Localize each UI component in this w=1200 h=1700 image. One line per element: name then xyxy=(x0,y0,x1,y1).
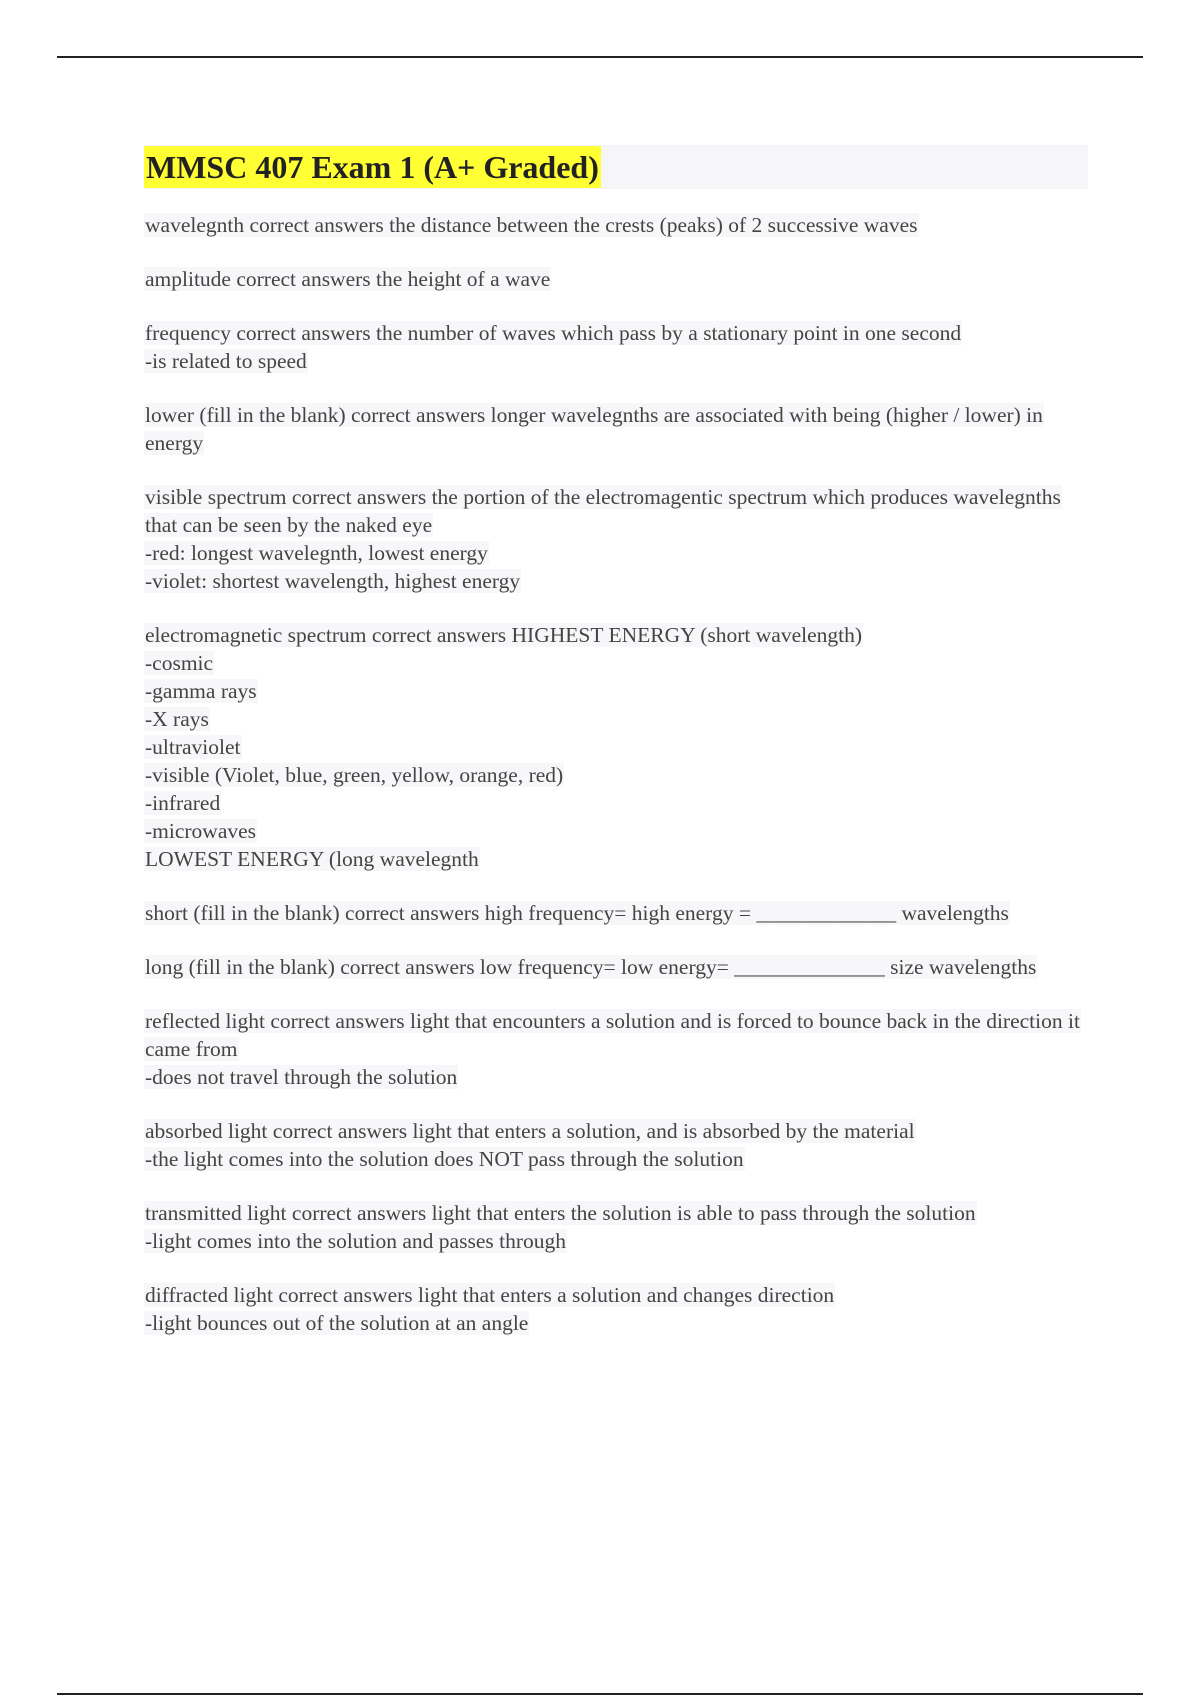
entry-line: -red: longest wavelegnth, lowest energy xyxy=(145,541,488,565)
entry-diffracted-light xyxy=(144,1281,1088,1337)
entry-line: -gamma rays xyxy=(145,679,257,703)
entry-line: absorbed light correct answers light that enters a solution, and is absorbed by the material xyxy=(145,1119,915,1143)
entry-lower xyxy=(144,401,1088,457)
document-title: MMSC 407 Exam 1 (A+ Graded) xyxy=(144,146,601,188)
entry-frequency xyxy=(144,319,1088,375)
entry-line: -ultraviolet xyxy=(145,735,241,759)
entry-line: -microwaves xyxy=(145,819,257,843)
entry-line: LOWEST ENERGY (long wavelegnth xyxy=(145,847,479,871)
entry-transmitted-light xyxy=(144,1199,1088,1255)
entry-line: -infrared xyxy=(145,791,221,815)
entry-line: transmitted light correct answers light that enters the solution is able to pass through the solution xyxy=(145,1201,976,1225)
entry-line: long (fill in the blank) correct answers low frequency= low energy= ______________ size wavelengths xyxy=(145,955,1037,979)
entry-line: reflected light correct answers light that encounters a solution and is forced to bounce back in the direction it came from xyxy=(145,1009,1080,1061)
entry-line: -cosmic xyxy=(145,651,214,675)
entry-electromagnetic-spectrum xyxy=(144,621,1088,873)
entry-line: -violet: shortest wavelength, highest energy xyxy=(145,569,521,593)
entry-long xyxy=(144,953,1088,981)
entry-absorbed-light xyxy=(144,1117,1088,1173)
entry-line: short (fill in the blank) correct answers high frequency= high energy = _____________ wavelengths xyxy=(145,901,1009,925)
entry-line: -visible (Violet, blue, green, yellow, orange, red) xyxy=(145,763,564,787)
entry-short xyxy=(144,899,1088,927)
entry-line: amplitude correct answers the height of a wave xyxy=(145,267,551,291)
entry-line: -does not travel through the solution xyxy=(145,1065,458,1089)
entry-reflected-light xyxy=(144,1007,1088,1091)
entry-line: lower (fill in the blank) correct answers longer wavelegnths are associated with being (higher / lower) in energy xyxy=(145,403,1043,455)
bottom-rule xyxy=(57,1693,1143,1695)
entry-wavelength xyxy=(144,211,1088,239)
entry-line: diffracted light correct answers light that enters a solution and changes direction xyxy=(145,1283,835,1307)
top-rule xyxy=(57,56,1143,58)
entry-line: -the light comes into the solution does NOT pass through the solution xyxy=(145,1147,744,1171)
entry-line: frequency correct answers the number of waves which pass by a stationary point in one second xyxy=(145,321,962,345)
entry-line: -is related to speed xyxy=(145,349,307,373)
entry-line: -light comes into the solution and passes through xyxy=(145,1229,566,1253)
entry-line: -light bounces out of the solution at an angle xyxy=(145,1311,529,1335)
entry-line: -X rays xyxy=(145,707,209,731)
entry-visible-spectrum xyxy=(144,483,1088,595)
document-body xyxy=(144,145,1088,1363)
title-band xyxy=(144,145,1088,189)
entry-line: electromagnetic spectrum correct answers HIGHEST ENERGY (short wavelength) xyxy=(145,623,863,647)
entry-line: wavelegnth correct answers the distance between the crests (peaks) of 2 successive waves xyxy=(145,213,918,237)
entry-line: visible spectrum correct answers the portion of the electromagentic spectrum which produces wavelegnths that can be seen by the naked eye xyxy=(145,485,1061,537)
entry-amplitude xyxy=(144,265,1088,293)
